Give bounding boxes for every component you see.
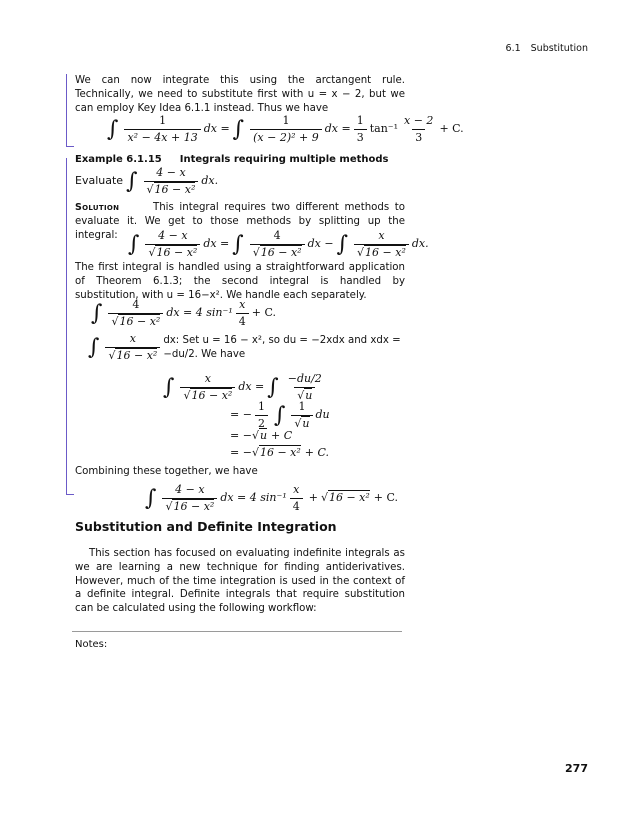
- math-text: dx =: [203, 237, 230, 251]
- solution-text: This integral requires two different methods to evaluate it. We get to those methods by splitting up the integral:: [75, 202, 405, 241]
- fraction-denominator: 16 − x²: [191, 388, 233, 402]
- fraction-denominator: 16 − x²: [260, 245, 302, 259]
- fraction-numerator: x: [378, 229, 385, 242]
- example-title: Integrals requiring multiple methods: [179, 154, 389, 165]
- math-text: + C.: [251, 306, 276, 320]
- fraction-numerator: 1: [282, 114, 290, 127]
- notes-divider: [72, 631, 402, 632]
- fraction-numerator: 1: [298, 400, 306, 413]
- math-text: dx = 4 sin⁻¹: [220, 491, 287, 505]
- math-text: +: [308, 491, 318, 505]
- math-text: dx.: [201, 174, 219, 188]
- example-bar: [66, 158, 67, 494]
- derivation-line-1: ∫ $\frac{x}{\text{√16 − x²}}$ dx = ∫ $\frac{-du/2}{√u}$: [160, 372, 328, 404]
- fraction-numerator: 4: [132, 298, 140, 311]
- math-text: dx −: [307, 237, 334, 251]
- example-label: Example 6.1.15: [75, 154, 162, 165]
- math-function: tan⁻¹: [369, 122, 399, 136]
- fraction-numerator: x: [293, 483, 300, 496]
- math-text: + C.: [304, 446, 330, 459]
- radicand: 16 − x²: [328, 491, 370, 505]
- final-equation: ∫ $\frac{4 - x}{\text{√16 − x²}}$ dx = 4 sin⁻¹ $\frac{x}{4}$ + √16 − x² + C.: [145, 483, 399, 513]
- example-bar-top: [66, 74, 67, 146]
- second-integral-intro: ∫ $\frac{x}{\text{√16 − x²}}$ dx: Set u = 16 − x², so du = −2xdx and xdx = −du/2. We have: [75, 332, 405, 364]
- math-text: dx = 4 sin⁻¹: [166, 306, 233, 320]
- fraction-numerator: 4 − x: [158, 229, 188, 242]
- math-text: + C.: [373, 491, 399, 505]
- prompt-text: Evaluate: [75, 174, 124, 188]
- math-text: dx.: [411, 237, 429, 251]
- notes-label: Notes:: [75, 639, 108, 650]
- math-text: = −: [230, 446, 252, 459]
- section-number: 6.1: [505, 43, 521, 54]
- fraction-denominator: 16 − x²: [173, 499, 215, 513]
- math-text: du: [315, 408, 330, 422]
- fraction-denominator: (x − 2)² + 9: [250, 129, 322, 146]
- method-paragraph: The first integral is handled using a straightforward application of Theorem 6.1.3; the second integral is handled by substitution, with u = 16−x². We handle each separately.: [75, 262, 405, 301]
- split-equation: ∫ $\frac{4 - x}{\text{√16 − x²}}$ dx = ∫ $\frac{4}{\text{√16 − x²}}$ dx − ∫ $\frac{x}{\text{√16 − x²}}$ dx.: [128, 229, 429, 259]
- substitution-text: dx: Set u = 16 − x², so du = −2xdx and xdx = −du/2. We have: [163, 335, 401, 360]
- fraction-denominator: u: [305, 388, 313, 402]
- fraction-numerator: 4: [273, 229, 281, 242]
- fraction-numerator: 4 − x: [175, 483, 205, 496]
- fraction-numerator: 1: [159, 114, 167, 127]
- example-prompt: Evaluate ∫ $\frac{4 - x}{\text{√16 − x²}}$ dx.: [75, 166, 219, 196]
- fraction-denominator: u: [302, 416, 310, 430]
- intro-paragraph: We can now integrate this using the arctangent rule. Technically, we need to substitute first with u = x − 2, but we can employ Key Idea 6.1.1 instead. Thus we have: [75, 75, 405, 114]
- math-text: + C: [271, 429, 293, 442]
- page-number: 277: [565, 762, 588, 775]
- math-text: dx =: [203, 122, 230, 136]
- arctangent-equation: ∫ $\frac{1}{\text{x² − 4x + 13}}$ dx = ∫ $\frac{1}{\text{(x − 2)² + 9}}$ dx = $\frac{1}{3}$ tan⁻¹ $\frac{x - 2}{3}$ + C.: [107, 114, 464, 144]
- fraction-numerator: −du/2: [287, 372, 322, 385]
- math-text: dx =: [238, 380, 265, 394]
- section-paragraph: This section has focused on evaluating indefinite integrals as we are learning a new technique for finding antiderivatives. However, much of the time integration is used in the context of a definite integral. Definite integrals that require substitution can be calculated using the following workflow:: [75, 548, 405, 615]
- fraction-numerator: 4 − x: [156, 166, 186, 179]
- section-name: Substitution: [530, 43, 588, 54]
- fraction-denominator: 3: [354, 129, 367, 146]
- fraction-denominator: 4: [290, 498, 303, 515]
- math-text: + C.: [439, 122, 464, 136]
- derivation-line-2: = − $\frac{1}{2}$ ∫ $\frac{1}{√u}$ du: [230, 400, 330, 430]
- fraction-numerator: 1: [356, 114, 364, 127]
- math-text: dx =: [324, 122, 351, 136]
- example-bar-tick: [66, 146, 74, 147]
- running-head: [506, 43, 588, 56]
- fraction-numerator: x: [239, 298, 246, 311]
- combine-paragraph: Combining these together, we have: [75, 466, 258, 477]
- fraction-numerator: x − 2: [404, 114, 434, 127]
- example-bar-tick-bottom: [66, 494, 74, 495]
- first-integral: ∫ $\frac{4}{\text{√16 − x²}}$ dx = 4 sin⁻¹ $\frac{x}{4}$ + C.: [91, 298, 276, 328]
- solution-label: Solution: [75, 202, 120, 213]
- example-heading: [75, 153, 388, 167]
- fraction-denominator: 3: [412, 129, 425, 146]
- fraction-denominator: 16 − x²: [154, 182, 196, 196]
- derivation-line-4: = − √16 − x² + C.: [230, 446, 330, 459]
- fraction-denominator: 16 − x²: [116, 348, 158, 362]
- fraction-numerator: x: [204, 372, 211, 385]
- radicand: 16 − x²: [259, 446, 301, 459]
- section-title: Substitution and Definite Integration: [75, 519, 337, 534]
- fraction-denominator: 2: [255, 415, 268, 432]
- fraction-denominator: 16 − x²: [156, 245, 198, 259]
- fraction-numerator: x: [129, 332, 136, 345]
- derivation-line-3: = − √u + C: [230, 429, 293, 442]
- fraction-numerator: 1: [257, 400, 265, 413]
- fraction-denominator: 16 − x²: [365, 245, 406, 259]
- fraction-denominator: 4: [236, 313, 249, 330]
- radicand: u: [259, 429, 268, 442]
- math-text: = −: [230, 429, 252, 442]
- fraction-denominator: 16 − x²: [119, 314, 161, 328]
- fraction-denominator: x² − 4x + 13: [124, 129, 200, 146]
- math-text: = −: [230, 408, 252, 422]
